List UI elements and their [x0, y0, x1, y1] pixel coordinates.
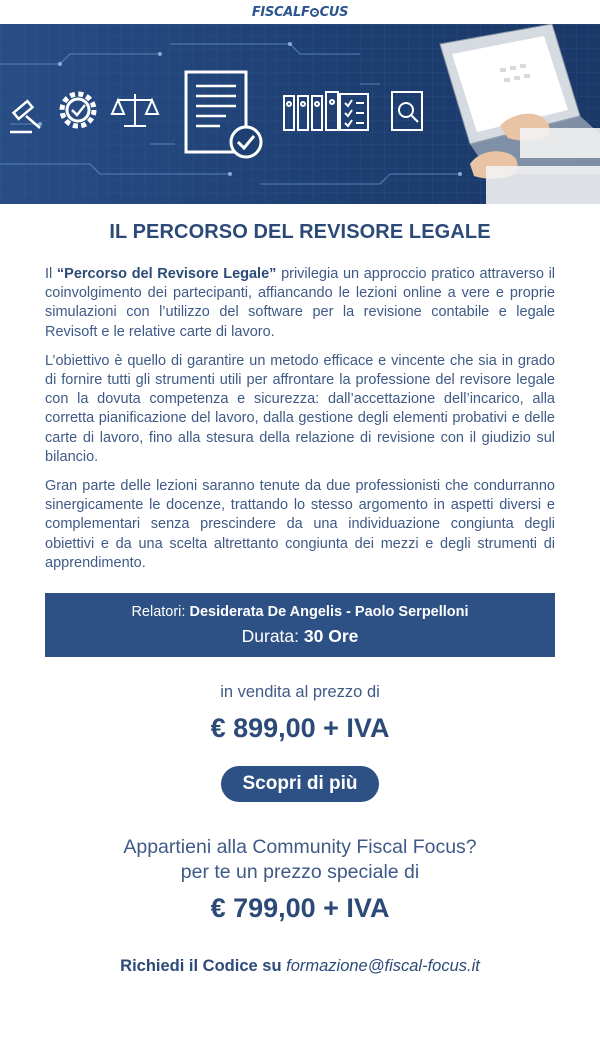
community-special-price-label: per te un prezzo speciale di	[180, 861, 420, 884]
sale-label: in vendita al prezzo di	[220, 683, 380, 702]
course-info-box	[45, 593, 555, 657]
community-price: € 799,00 + IVA	[210, 893, 390, 924]
contact-label: Richiedi il Codice su	[120, 957, 287, 976]
cta-container	[0, 766, 600, 802]
paragraph-teachers: Gran parte delle lezioni saranno tenute da due professionisti che condurranno sinergicamente le docenze, trattando lo stesso argomento in aspetti diversi e complementari senza prescindere da una individuazione congiunta degli obiettivi e da una scelta altrettanto congiunta dei mezzi e degli strumenti di apprendimento.	[45, 478, 555, 571]
course-name: “Percorso del Revisore Legale”	[56, 266, 277, 282]
paragraph-objective: L’obiettivo è quello di garantire un metodo efficace e vincente che sia in grado di fornire tutti gli strumenti utili per affrontare la professione del revisore legale con la dovuta competenza e sicurezza: dall’accettazione dell’incarico, alla corretta pianificazione del lavoro, dalla gestione degli elementi probativi e delle carte di lavoro, fino alla stesura della relazione di revisione con il giudizio sul bilancio.	[45, 352, 555, 465]
fiscalfocus-logo[interactable]: FISCALF CUS	[251, 4, 349, 20]
duration-value: 30 Ore	[303, 625, 359, 646]
community-offer	[0, 835, 600, 885]
speakers-line: Relatori: Desiderata De Angelis - Paolo Serpelloni	[131, 603, 469, 620]
description	[0, 265, 600, 573]
speakers-names: Desiderata De Angelis - Paolo Serpelloni	[189, 603, 469, 620]
community-question: Appartieni alla Community Fiscal Focus?	[123, 836, 477, 859]
header-bar	[0, 0, 600, 24]
duration-line: Durata: 30 Ore	[241, 625, 359, 646]
logo-o-icon	[310, 8, 319, 17]
paragraph-intro: Il “Percorso del Revisore Legale” privilegia un approccio pratico attraverso il coinvolgimento dei partecipanti, affiancando le lezioni online a vere e proprie simulazioni con l’utilizzo del software per la revisione contabile e legale Revisoft e le relative carte di lavoro.	[45, 266, 556, 340]
price: € 899,00 + IVA	[210, 713, 390, 744]
discover-more-button[interactable]: Scopri di più	[221, 766, 378, 802]
contact-line	[0, 957, 600, 976]
contact-email-link[interactable]: formazione@fiscal-focus.it	[286, 957, 480, 976]
page-title: IL PERCORSO DEL REVISORE LEGALE	[109, 221, 491, 243]
hero-banner	[0, 24, 600, 204]
